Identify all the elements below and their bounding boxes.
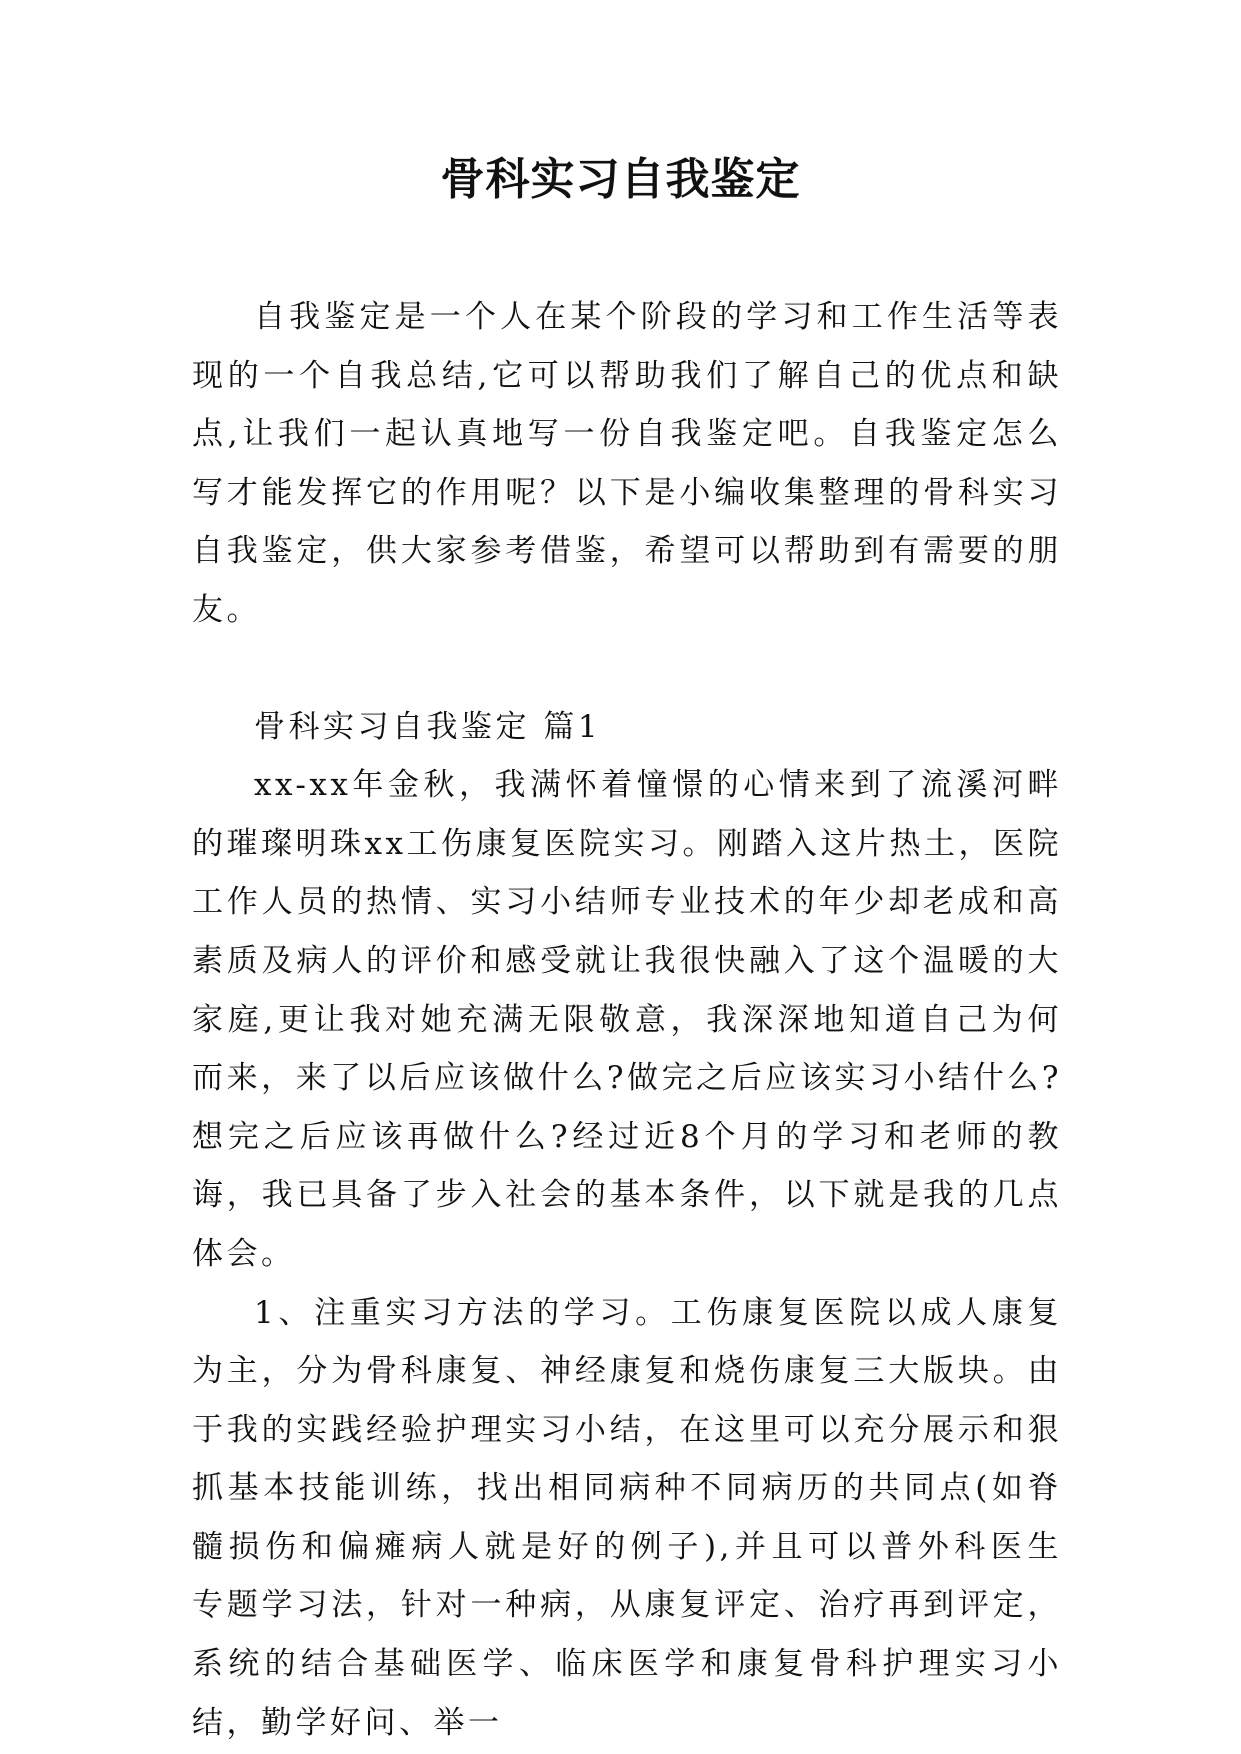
document-title: 骨科实习自我鉴定: [440, 154, 801, 205]
body-paragraph: xx-xx年金秋，我满怀着憧憬的心情来到了流溪河畔的璀璨明珠xx工伤康复医院实习。刚踏入这片热土，医院工作人员的热情、实习小结师专业技术的年少却老成和高素质及病人的评价和感受就让我很快融入了这个温暖的大家庭,更让我对她充满无限敬意，我深深地知道自己为何而来，来了以后应该做什么?做完之后应该实习小结什么?想完之后应该再做什么?经过近8个月的学习和老师的教诲，我已具备了步入社会的基本条件，以下就是我的几点体会。: [192, 767, 1062, 1272]
body-paragraph: 1、注重实习方法的学习。工伤康复医院以成人康复为主，分为骨科康复、神经康复和烧伤康复三大版块。由于我的实践经验护理实习小结，在这里可以充分展示和狠抓基本技能训练，找出相同病种不同病历的共同点(如脊髓损伤和偏瘫病人就是好的例子),并且可以普外科医生 专题学习法，针对一种病，从康复评定、治疗再到评定，系统的结合基础医学、临床医学和康复骨科护理实习小结，勤学好问、举一: [192, 1294, 1062, 1741]
intro-paragraph: 自我鉴定是一个人在某个阶段的学习和工作生活等表现的一个自我总结,它可以帮助我们了解自己的优点和缺点,让我们一起认真地写一份自我鉴定吧。自我鉴定怎么写才能发挥它的作用呢？以下是小编收集整理的骨科实习自我鉴定，供大家参考借鉴，希望可以帮助到有需要的朋友。: [192, 299, 1062, 628]
section-heading: 骨科实习自我鉴定 篇1: [254, 708, 602, 745]
document-body: [192, 288, 1062, 1752]
